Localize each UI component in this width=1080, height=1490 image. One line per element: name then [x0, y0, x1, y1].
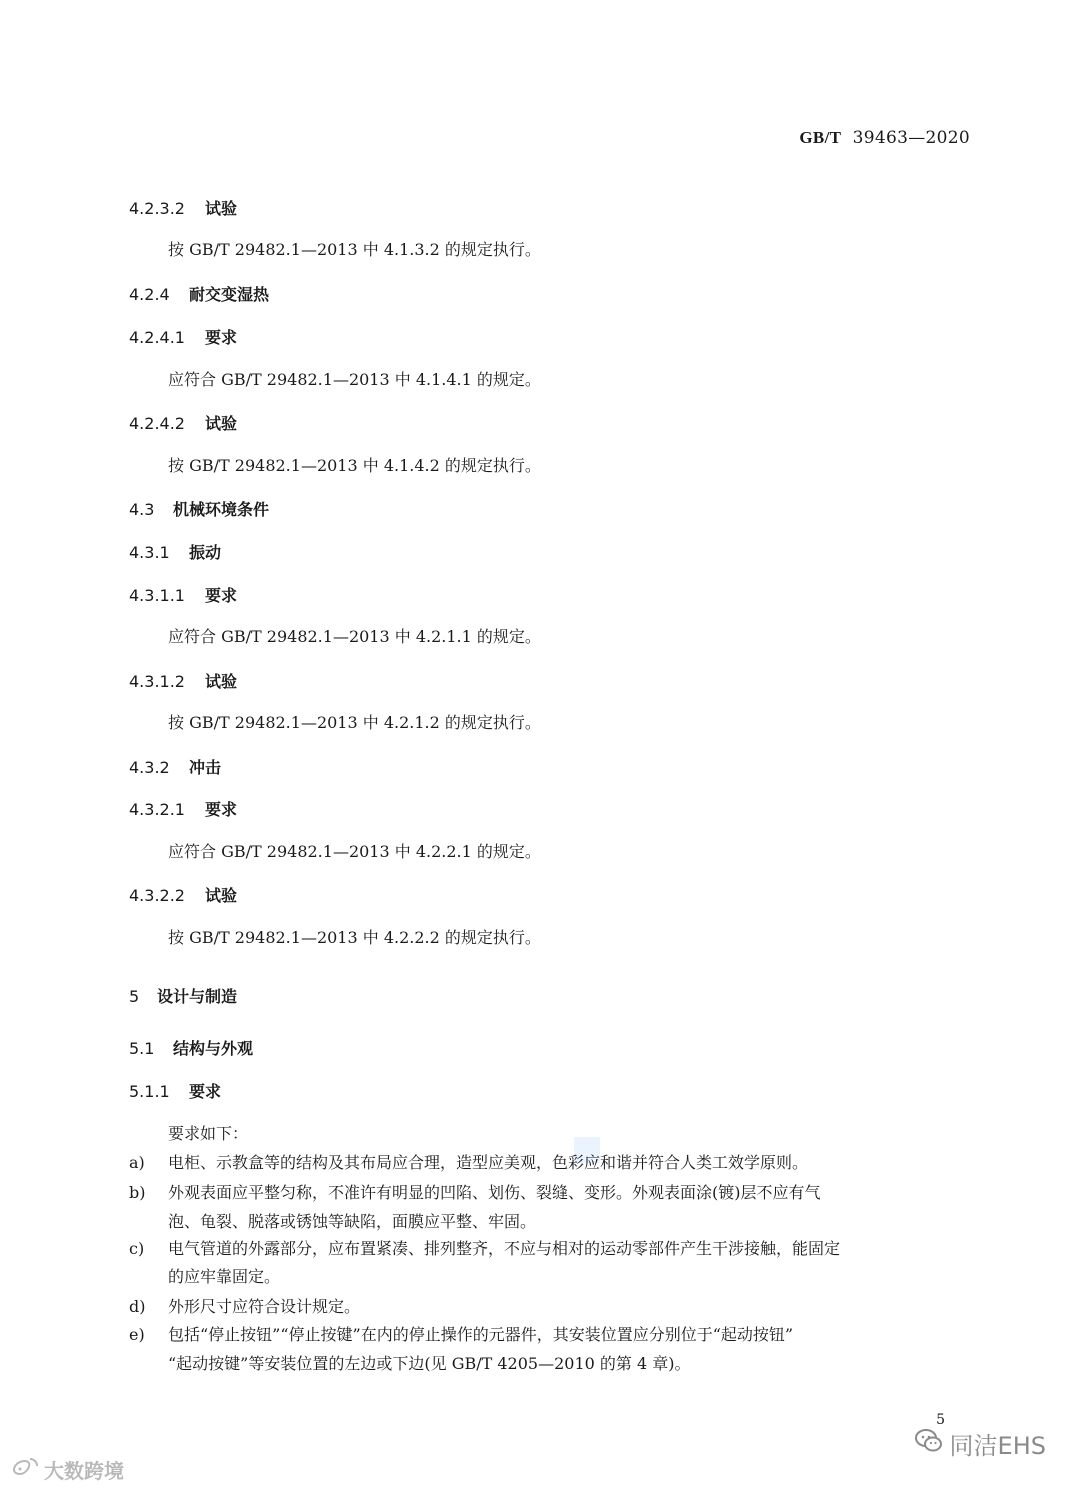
list-item-continuation: “起动按键”等安装位置的左边或下边(见 GB/T 4205—2010 的第 4 章)。	[168, 1354, 691, 1373]
section-heading: 4.2.4 耐交变湿热	[129, 285, 270, 304]
watermark-left-text: 大数跨境	[44, 1459, 124, 1483]
section-heading: 4.3.1 振动	[129, 543, 222, 562]
paragraph: 按 GB/T 29482.1—2013 中 4.1.4.2 的规定执行。	[168, 456, 541, 475]
section-heading: 4.2.4.2 试验	[129, 414, 238, 433]
list-item: d) 外形尺寸应符合设计规定。	[129, 1297, 361, 1316]
chapter-heading: 5 设计与制造	[129, 987, 238, 1006]
list-item: c) 电气管道的外露部分，应布置紧凑、排列整齐，不应与相对的运动零部件产生干涉接触，能固定	[129, 1239, 841, 1258]
page-number: 5	[936, 1412, 945, 1428]
paragraph: 按 GB/T 29482.1—2013 中 4.2.1.2 的规定执行。	[168, 713, 541, 732]
section-heading: 4.3.2.1 要求	[129, 800, 238, 819]
standard-code: GB/T	[799, 128, 842, 147]
section-heading: 4.2.4.1 要求	[129, 328, 238, 347]
list-item-continuation: 的应牢靠固定。	[168, 1267, 281, 1286]
watermark-right	[914, 1426, 1046, 1461]
section-heading: 4.3 机械环境条件	[129, 500, 270, 519]
list-item: a) 电柜、示教盒等的结构及其布局应合理，造型应美观，色彩应和谐并符合人类工效学原则。	[129, 1153, 809, 1172]
list-item-continuation: 泡、龟裂、脱落或锈蚀等缺陷，面膜应平整、牢固。	[168, 1212, 537, 1231]
paragraph: 按 GB/T 29482.1—2013 中 4.1.3.2 的规定执行。	[168, 240, 541, 259]
paragraph: 应符合 GB/T 29482.1—2013 中 4.1.4.1 的规定。	[168, 370, 541, 389]
list-item: e) 包括“停止按钮”“停止按键”在内的停止操作的元器件，其安装位置应分别位于“起动按钮”	[129, 1325, 794, 1344]
wechat-icon	[914, 1428, 944, 1460]
paragraph: 应符合 GB/T 29482.1—2013 中 4.2.2.1 的规定。	[168, 842, 541, 861]
standard-number: 39463—2020	[852, 128, 970, 148]
section-heading: 4.3.1.2 试验	[129, 672, 238, 691]
paragraph: 应符合 GB/T 29482.1—2013 中 4.2.1.1 的规定。	[168, 627, 541, 646]
document-header	[799, 128, 970, 148]
section-heading: 5.1.1 要求	[129, 1082, 222, 1101]
paragraph: 按 GB/T 29482.1—2013 中 4.2.2.2 的规定执行。	[168, 928, 541, 947]
weibo-icon	[10, 1456, 40, 1483]
section-heading: 4.3.1.1 要求	[129, 586, 238, 605]
section-heading: 4.3.2.2 试验	[129, 886, 238, 905]
paragraph: 要求如下：	[168, 1124, 249, 1143]
watermark-left	[10, 1455, 124, 1484]
section-heading: 5.1 结构与外观	[129, 1039, 254, 1058]
list-item: b) 外观表面应平整匀称，不准许有明显的凹陷、划伤、裂缝、变形。外观表面涂(镀)层不应有气	[129, 1183, 821, 1202]
section-heading: 4.2.3.2 试验	[129, 199, 238, 218]
watermark-right-text: 同洁EHS	[949, 1432, 1046, 1460]
section-heading: 4.3.2 冲击	[129, 758, 222, 777]
